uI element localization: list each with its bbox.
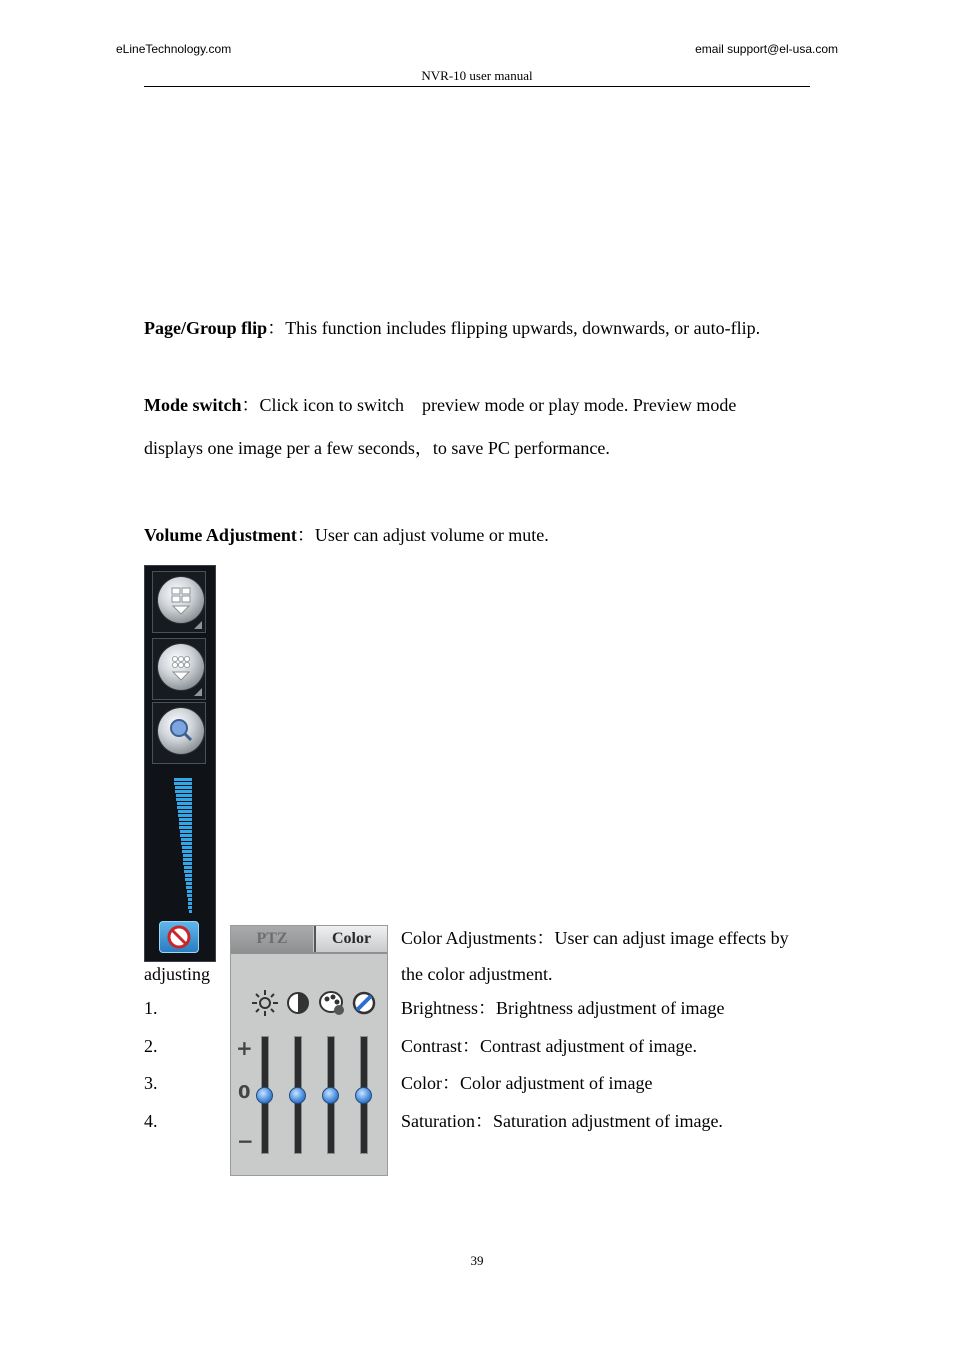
volume-text: User can adjust volume or mute. (314, 525, 549, 545)
color-adjust-adjusting: adjusting (144, 964, 210, 984)
saturation-icon[interactable] (351, 990, 377, 1016)
color-palette-icon[interactable] (318, 989, 346, 1017)
color-adjust-line1: Color Adjustments：User can adjust image effects by (401, 928, 789, 948)
mode-switch-control[interactable] (152, 638, 206, 700)
mode-switch-paragraph: Mode switch：Click icon to switch preview mode or play mode. Preview mode (144, 395, 737, 415)
zero-label: 0 (238, 1082, 251, 1103)
mute-icon (160, 922, 198, 952)
color-adjust-panel (230, 925, 388, 1176)
volume-level-bar (188, 902, 192, 905)
list-item-contrast: Contrast：Contrast adjustment of image. (401, 1036, 697, 1056)
page-number: 39 (470, 1253, 484, 1268)
volume-level-bar (184, 870, 192, 873)
mode-switch-title: Mode switch (144, 395, 242, 415)
volume-level-bar (178, 810, 192, 813)
volume-level-bar (188, 906, 192, 909)
page-flip-text: This function includes flipping upwards, downwards, or auto-flip. (285, 318, 761, 338)
volume-level-bar (186, 886, 192, 889)
volume-level-bar (180, 830, 192, 833)
volume-level-bar (174, 778, 192, 781)
color-adjust-line2: the color adjustment. (401, 964, 553, 984)
corner-arrow-icon (194, 621, 202, 629)
volume-level-bar (181, 838, 192, 841)
mode-switch-text: Click icon to switch preview mode or play mode. Preview mode (259, 395, 737, 415)
brightness-icon[interactable] (251, 989, 279, 1017)
volume-level-bar (187, 890, 192, 893)
color-slider-knob[interactable] (289, 1087, 306, 1104)
tab-ptz[interactable]: PTZ (231, 926, 313, 952)
header-site: eLineTechnology.com (116, 42, 232, 56)
page-flip-paragraph: Page/Group flip：This function includes flipping upwards, downwards, or auto-flip. (144, 318, 761, 338)
minus-label: − (237, 1129, 254, 1153)
page-flip-icon[interactable] (158, 577, 204, 623)
tab-divider (231, 952, 387, 954)
volume-level-bar (182, 850, 192, 853)
volume-level-bar (179, 822, 192, 825)
volume-level-bar (185, 878, 192, 881)
volume-level-bar (177, 802, 192, 805)
tab-color[interactable]: Color (314, 926, 387, 952)
volume-level-bar (179, 818, 192, 821)
volume-level-bar (176, 798, 192, 801)
color-slider-knob[interactable] (256, 1087, 273, 1104)
volume-paragraph: Volume Adjustment：User can adjust volume or mute. (144, 525, 549, 545)
list-item-brightness: Brightness：Brightness adjustment of image (401, 998, 725, 1018)
volume-level-bar (183, 854, 192, 857)
corner-arrow-icon (194, 688, 202, 696)
zoom-control[interactable] (152, 702, 206, 764)
volume-level-bar (175, 790, 192, 793)
volume-title: Volume Adjustment (144, 525, 297, 545)
mode-switch-line2: displays one image per a few seconds，to save PC performance. (144, 438, 610, 458)
volume-level-bar (178, 814, 192, 817)
mode-switch-icon[interactable] (158, 644, 204, 690)
list-item-num: 4. (144, 1111, 158, 1131)
volume-level-bar (175, 786, 192, 789)
volume-level-bar (185, 874, 192, 877)
side-control-panel (144, 565, 216, 962)
header-manual-title: NVR-10 user manual (421, 68, 533, 83)
volume-level-bar (187, 894, 192, 897)
volume-level-bar (183, 862, 192, 865)
page-flip-control[interactable] (152, 571, 206, 633)
volume-level-bar (183, 858, 192, 861)
volume-level-bar (189, 910, 192, 913)
page-flip-title: Page/Group flip (144, 318, 268, 338)
plus-label: + (236, 1036, 253, 1060)
color-slider-knob[interactable] (355, 1087, 372, 1104)
list-item-num: 1. (144, 998, 158, 1018)
header-email: email support@el-usa.com (695, 42, 838, 56)
volume-level-bar (182, 846, 192, 849)
list-item-color: Color：Color adjustment of image (401, 1073, 653, 1093)
volume-level-bar (176, 794, 192, 797)
volume-level-bar (186, 882, 192, 885)
color-slider-knob[interactable] (322, 1087, 339, 1104)
header-rule (144, 86, 810, 87)
volume-level-bar (181, 842, 192, 845)
list-item-saturation: Saturation：Saturation adjustment of image. (401, 1111, 723, 1131)
volume-level-bar (188, 898, 192, 901)
volume-level-bar (179, 826, 192, 829)
list-item-num: 2. (144, 1036, 158, 1056)
volume-level-bar (177, 806, 192, 809)
contrast-icon[interactable] (285, 990, 311, 1016)
volume-level-bar (180, 834, 192, 837)
volume-level-bar (184, 866, 192, 869)
list-item-num: 3. (144, 1073, 158, 1093)
zoom-icon[interactable] (158, 708, 204, 754)
mute-button[interactable] (159, 921, 199, 953)
volume-level-bar (174, 782, 192, 785)
